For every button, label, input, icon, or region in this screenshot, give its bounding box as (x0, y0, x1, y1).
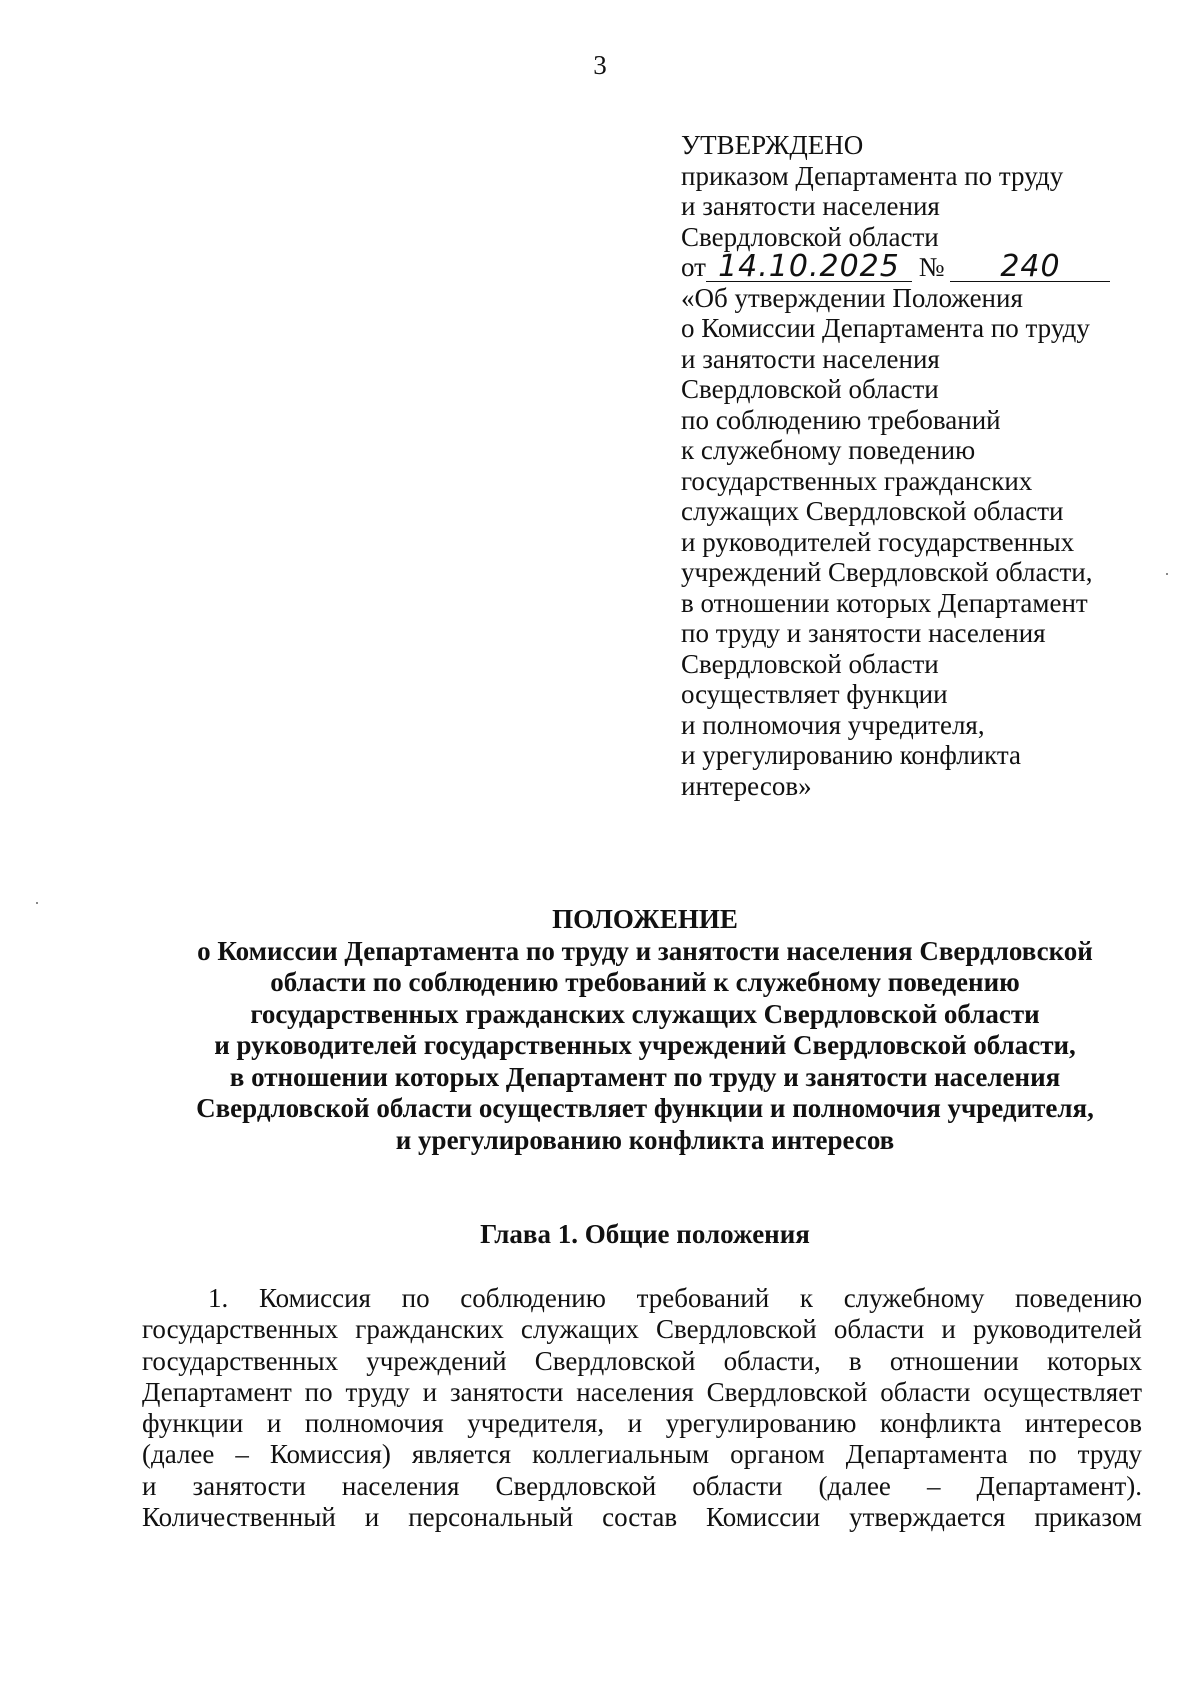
approval-subject-line: по соблюдению требований (681, 404, 1001, 435)
page-number: 3 (593, 50, 607, 80)
scan-speck (36, 902, 38, 904)
approval-subject-line: государственных гражданских (681, 465, 1033, 496)
approval-subject-line: по труду и занятости населения (681, 618, 1046, 648)
document-title-line: о Комиссии Департамента по труду и занятости населения Свердловской (197, 935, 1093, 966)
paragraph-line: государственных учреждений Свердловской области, в отношении которых (142, 1345, 1142, 1376)
paragraph-line: 1. Комиссия по соблюдению требований к служебному поведению (208, 1283, 1142, 1313)
approval-subject-line: и руководителей государственных (681, 526, 1075, 557)
approval-subject-line: к служебному поведению (681, 435, 976, 465)
paragraph-line: и занятости населения Свердловской области (далее – Департамент). (142, 1470, 1142, 1501)
approval-subject-line: осуществляет функции (681, 679, 948, 709)
paragraph-line: Департамент по труду и занятости населения Свердловской области осуществляет (142, 1376, 1142, 1407)
approval-subject-line: и урегулированию конфликта (681, 740, 1022, 770)
document-title-block (120, 904, 1170, 1156)
chapter-heading: Глава 1. Общие положения (480, 1219, 810, 1249)
handwritten-number: 240 (950, 253, 1110, 282)
document-title-line: области по соблюдению требований к служебному поведению (270, 967, 1020, 997)
approval-stamp-block (681, 130, 1110, 801)
approval-subject-line: «Об утверждении Положения (681, 282, 1023, 313)
approval-subject-line: Свердловской области (681, 374, 939, 404)
approval-heading: УТВЕРЖДЕНО (681, 130, 864, 160)
document-title-line: в отношении которых Департамент по труду и занятости населения (229, 1061, 1061, 1092)
document-title-line: Свердловской области осуществляет функции и полномочия учредителя, (196, 1093, 1094, 1123)
document-title-line: и урегулированию конфликта интересов (395, 1124, 895, 1155)
handwritten-date: 14.10.2025 (706, 253, 912, 282)
paragraph-line: государственных гражданских служащих Свердловской области и руководителей (142, 1314, 1142, 1345)
document-title: ПОЛОЖЕНИЕ (552, 904, 738, 934)
approval-subject-line: служащих Свердловской области (681, 496, 1064, 526)
approval-subject-line: интересов» (681, 770, 812, 801)
approval-issuer-line: приказом Департамента по труду (681, 160, 1064, 191)
approval-subject-line: в отношении которых Департамент (681, 587, 1088, 618)
approval-date-number-line (681, 249, 1110, 284)
number-sign: № (918, 252, 945, 282)
approval-subject-line: и полномочия учредителя, (681, 709, 985, 740)
document-title-line: государственных гражданских служащих Свердловской области (250, 998, 1040, 1029)
paragraph-1 (142, 1283, 1142, 1533)
document-title-line: и руководителей государственных учреждений Свердловской области, (214, 1030, 1076, 1060)
approval-subject-line: о Комиссии Департамента по труду (681, 313, 1090, 343)
approval-issuer-line: и занятости населения (681, 191, 940, 221)
approval-subject-line: Свердловской области (681, 648, 939, 679)
paragraph-line: Количественный и персональный состав Комиссии утверждается приказом (142, 1502, 1142, 1533)
approval-issuer-line: Свердловской области (681, 221, 939, 252)
approval-subject-line: учреждений Свердловской области, (681, 557, 1093, 587)
paragraph-line: функции и полномочия учредителя, и урегулированию конфликта интересов (142, 1408, 1142, 1439)
paragraph-line: (далее – Комиссия) является коллегиальным органом Департамента по труду (142, 1439, 1142, 1470)
date-prefix: от (681, 252, 706, 282)
scan-speck (1166, 573, 1168, 575)
approval-subject-line: и занятости населения (681, 343, 940, 374)
